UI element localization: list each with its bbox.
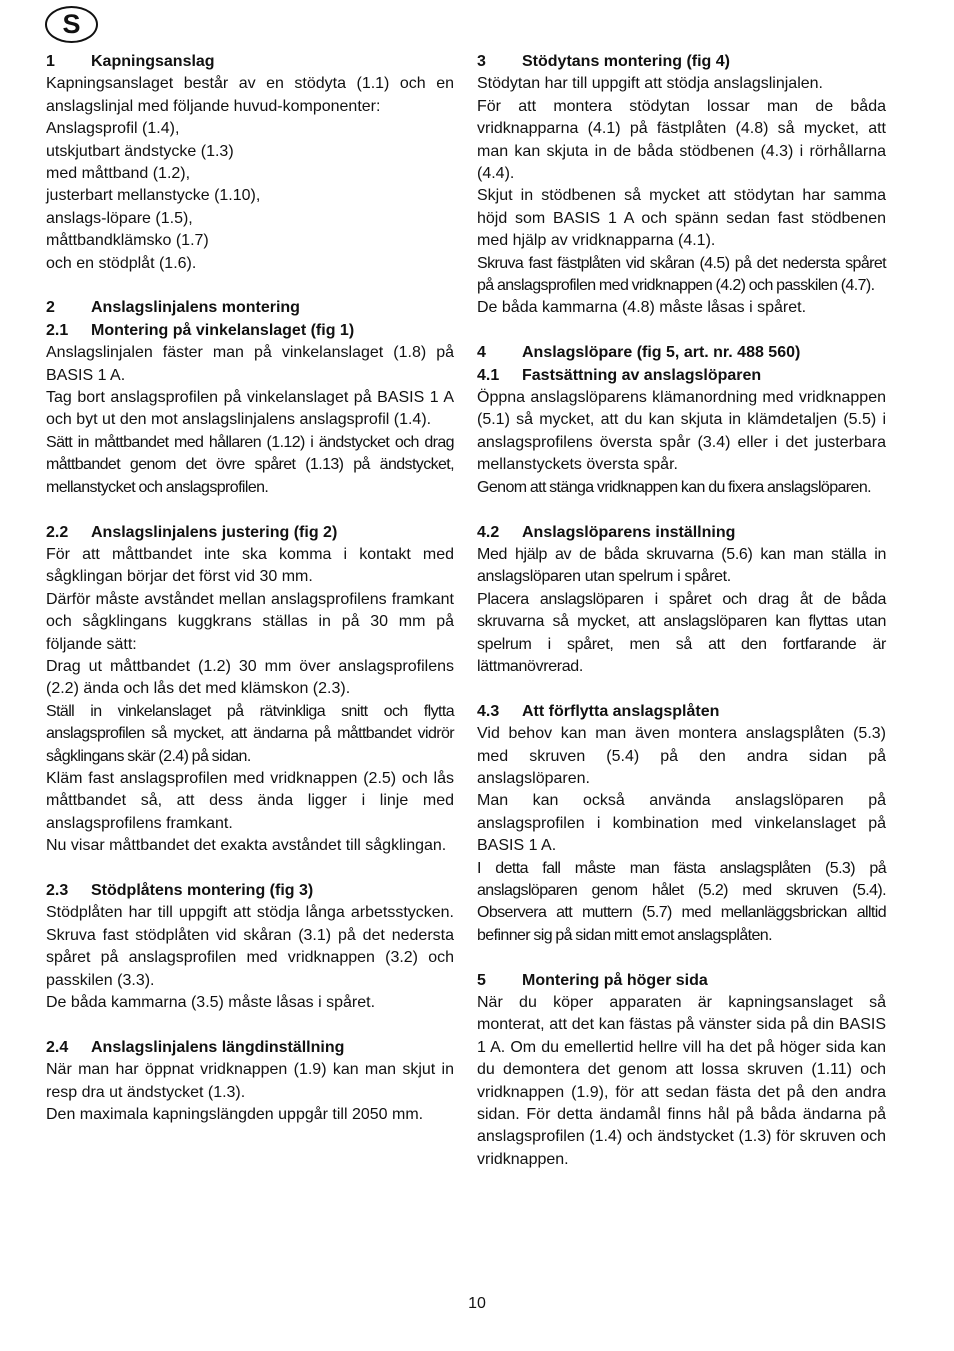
section-number: 2.2 [46, 523, 69, 541]
list-item: anslags-löpare (1.5), [46, 209, 193, 227]
paragraph: Tag bort anslagsprofilen på vinkelanslaget på BASIS 1 A och byt ut den mot anslagslinjalens anslagsprofil (1.4). [46, 389, 454, 429]
paragraph: Sätt in måttbandet med hållaren (1.12) i ändstycket och drag måttbandet genom det övre spåret (1.13) på ändstycket, mellanstycket och anslagsprofilen. [46, 433, 454, 496]
paragraph: Ställ in vinkelanslaget på rätvinkliga snitt och flytta anslagsprofilen så mycket, att ändarna på måttbandet vidrör sågklingans skär (2.4) på sidan. [46, 702, 454, 765]
paragraph: Kläm fast anslagsprofilen med vridknappen (2.5) och lås måttbandet så, att dess ända ligger i linje med anslagsprofilens framkant. [46, 769, 454, 832]
paragraph: När du köper apparaten är kapningsanslaget så monterat, att det kan fästas på vänster sida på din BASIS 1 A. Om du emellertid hellre vill ha det på höger sida kan du demontera det genom att lossa skruven (1.11) och vridknappen (1.9), för att sedan fästa det på den andra sidan. För detta ändamål finns hål på båda ändarna på anslagsprofilen (1.4) och ändstycket (1.3) för skruven och vridknappen. [477, 994, 886, 1168]
paragraph: Därför måste avståndet mellan anslagsprofilens framkant och sågklingans kuggkrans ställas in på 30 mm på följande sätt: [46, 590, 454, 653]
section-2-2 [46, 522, 454, 858]
paragraph: De båda kammarna (4.8) måste låsas i spåret. [477, 299, 807, 317]
page-number: 10 [468, 1295, 486, 1312]
section-title: Anslagslöpare (fig 5, art. nr. 488 560) [522, 344, 801, 362]
section-heading [477, 51, 886, 73]
paragraph: Skjut in stödbenen så mycket att stödytan har samma höjd som BASIS 1 A och spänn sedan fast stödbenen med hjälp av vridknapparna (4.1). [477, 187, 886, 250]
section-title: Anslagslinjalens längdinställning [91, 1038, 345, 1056]
section-4-2 [477, 522, 886, 679]
section-heading [46, 1037, 454, 1059]
paragraph: I detta fall måste man fästa anslagsplåten (5.3) på anslagslöparen genom hålet (5.2) med skruven (5.4). Observera att muttern (5.7) med mellanläggsbrickan alltid befinner sig på sidan mitt emot anslagsplåten. [477, 859, 886, 944]
paragraph: Genom att stänga vridknappen kan du fixera anslagslöparen. [477, 478, 871, 496]
list-item: med måttband (1.2), [46, 165, 191, 183]
paragraph: Skruva fast fästplåten vid skåran (4.5) på det nedersta spåret på anslagsprofilen med vridknappen (4.2) och passkilen (4.7). [477, 254, 886, 295]
section-1 [46, 51, 454, 275]
section-4 [477, 342, 886, 499]
paragraph: För att måttbandet inte ska komma i kontakt med sågklingan börjar det först vid 30 mm. [46, 545, 454, 586]
section-heading [46, 880, 454, 902]
section-2-3 [46, 880, 454, 1014]
section-2 [46, 297, 454, 499]
paragraph: Kapningsanslaget består av en stödyta (1.1) och en anslagslinjal med följande huvud-komponenter: [46, 75, 454, 115]
section-number: 2.1 [46, 321, 69, 339]
section-2-4 [46, 1037, 454, 1127]
section-number: 1 [46, 53, 55, 70]
list-item: justerbart mellanstycke (1.10), [46, 187, 261, 205]
paragraph: Man kan också använda anslagslöparen på anslagsprofilen i kombination med vinkelanslaget på BASIS 1 A. [477, 792, 886, 855]
paragraph: Stödplåten har till uppgift att stödja långa arbetsstycken. Skruva fast stödplåten vid skåran (3.1) på det nedersta spåret på anslagsprofilen med vridknappen (3.2) och passkilen (3.3). [46, 904, 454, 989]
paragraph: Anslagslinjalen fäster man på vinkelanslaget (1.8) på BASIS 1 A. [46, 344, 454, 384]
component-list [46, 118, 454, 275]
section-heading [477, 522, 886, 544]
paragraph: Stödytan har till uppgift att stödja anslagslinjalen. [477, 75, 823, 93]
subsection-heading [46, 320, 454, 342]
subsection-heading [477, 365, 886, 387]
list-item: och en stödplåt (1.6). [46, 254, 197, 272]
section-number: 2 [46, 299, 55, 317]
paragraph: För att montera stödytan lossar man de båda vridknapparna (4.1) på fästplåten (4.8) så mycket, att man kan skjuta in de båda stödbenen (4.3) i rörhållarna (4.4). [477, 97, 886, 183]
section-title: Anslagslöparens inställning [522, 523, 736, 541]
paragraph: Placera anslagslöparen i spåret och drag åt de båda skruvarna så mycket, att anslagslöparen kan flyttas utan spelrum i spåret, men så att den fortfarande är lättmanövrerad. [477, 590, 886, 675]
paragraph: När man har öppnat vridknappen (1.9) kan man skjut in resp dra ut ändstycket (1.3). [46, 1061, 454, 1101]
section-title: Stödytans montering (fig 4) [522, 53, 730, 70]
section-heading [477, 701, 886, 723]
section-4-3 [477, 701, 886, 947]
section-title: Anslagslinjalens montering [91, 299, 300, 317]
section-number: 4.2 [477, 523, 500, 541]
section-number: 2.3 [46, 881, 69, 899]
right-column [477, 51, 886, 1194]
section-number: 4.1 [477, 366, 500, 384]
paragraph: Vid behov kan man även montera anslagsplåten (5.3) med skruven (5.4) på den andra sidan på anslagslöparen. [477, 725, 886, 787]
list-item: måttbandklämsko (1.7) [46, 232, 209, 250]
section-5 [477, 970, 886, 1172]
section-heading [477, 970, 886, 992]
section-title: Att förflytta anslagsplåten [522, 702, 720, 720]
list-item: Anslagsprofil (1.4), [46, 120, 180, 138]
section-3 [477, 51, 886, 320]
section-number: 3 [477, 53, 486, 70]
section-number: 2.4 [46, 1038, 69, 1056]
language-badge: S [45, 6, 98, 43]
section-title: Montering på höger sida [522, 971, 708, 989]
section-number: 4.3 [477, 702, 500, 720]
section-heading [46, 51, 454, 73]
section-title: Kapningsanslag [91, 53, 215, 70]
paragraph: Med hjälp av de båda skruvarna (5.6) kan man ställa in anslagslöparen utan spelrum i spåret. [477, 545, 886, 586]
section-heading [46, 522, 454, 544]
paragraph: Den maximala kapningslängden uppgår till 2050 mm. [46, 1106, 424, 1124]
section-title: Montering på vinkelanslaget (fig 1) [91, 321, 355, 339]
section-title: Fastsättning av anslagslöparen [522, 366, 762, 384]
paragraph: Öppna anslagslöparens klämanordning med vridknappen (5.1) så mycket, att du kan skjuta in klämdetaljen (5.5) i anslagsprofilens översta spår (3.4) eller i det justerbara mellanstyckets översta spår. [477, 389, 886, 474]
paragraph: De båda kammarna (3.5) måste låsas i spåret. [46, 994, 376, 1012]
section-number: 4 [477, 344, 486, 362]
section-heading [46, 297, 454, 319]
section-number: 5 [477, 971, 486, 989]
paragraph: Drag ut måttbandet (1.2) 30 mm över anslagsprofilens (2.2) ända och lås det med klämskon (2.3). [46, 657, 454, 698]
section-title: Anslagslinjalens justering (fig 2) [91, 523, 338, 541]
paragraph: Nu visar måttbandet det exakta avståndet till sågklingan. [46, 837, 447, 855]
section-title: Stödplåtens montering (fig 3) [91, 881, 314, 899]
list-item: utskjutbart ändstycke (1.3) [46, 142, 234, 160]
section-heading [477, 342, 886, 364]
left-column [46, 51, 454, 1149]
